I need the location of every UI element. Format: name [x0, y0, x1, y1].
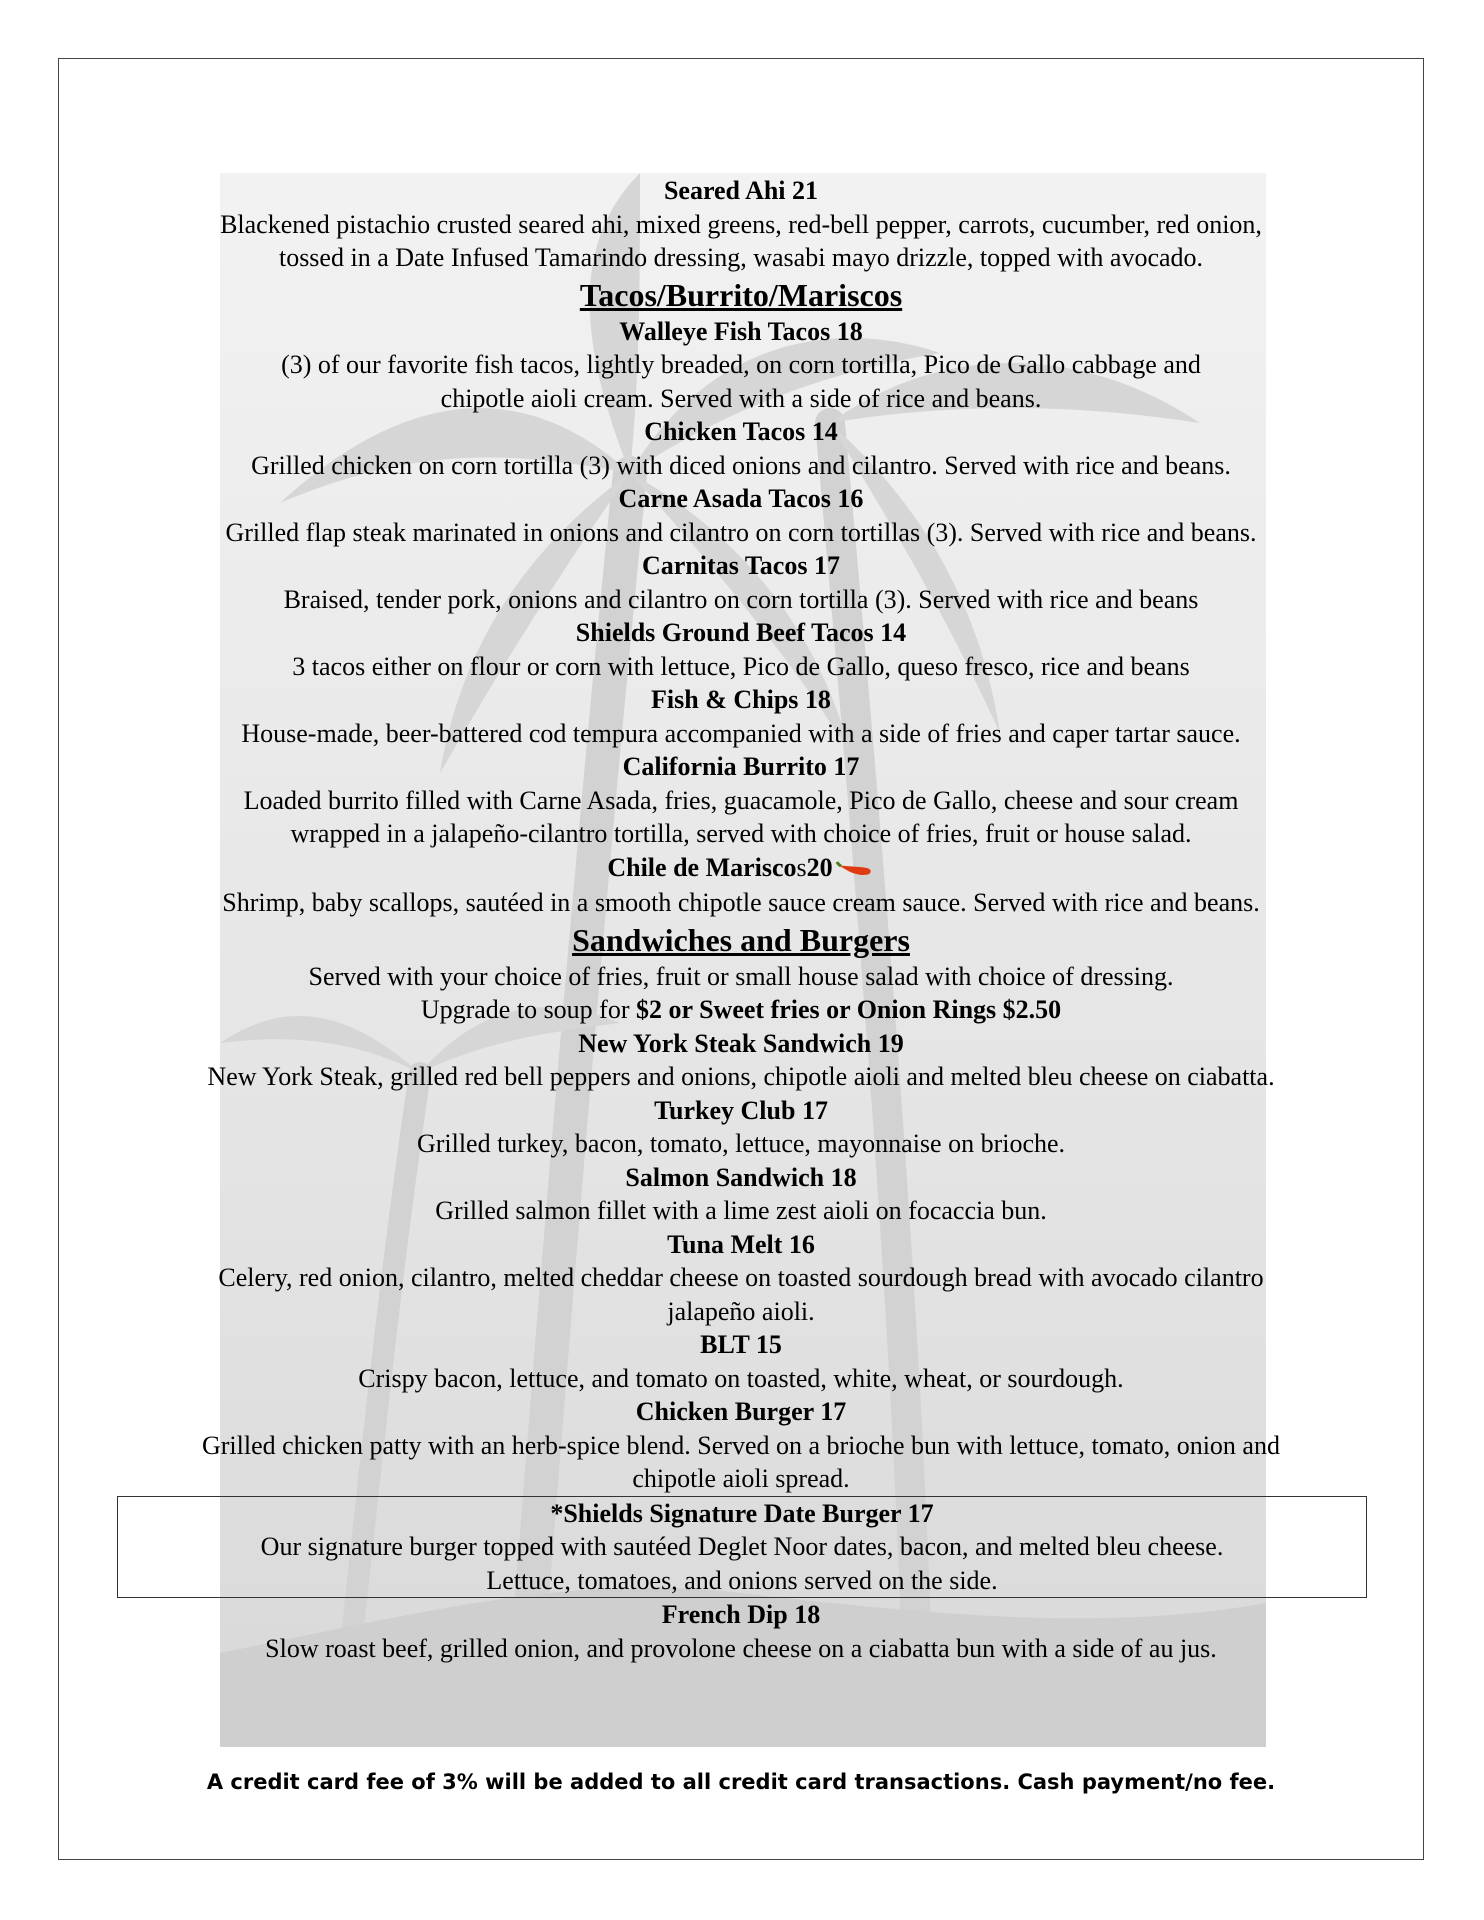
item-desc-carne-asada: Grilled flap steak marinated in onions and cilantro on corn tortillas (3). Served with rice and beans.	[225, 517, 1257, 547]
item-desc-seared-ahi: Blackened pistachio crusted seared ahi, mixed greens, red-bell pepper, carrots, cucumber, red onion,	[220, 209, 1262, 239]
credit-card-fee-notice: A credit card fee of 3% will be added to all credit card transactions. Cash payment/no fee.	[206, 1770, 1276, 1794]
item-title-chicken-tacos: Chicken Tacos 14	[644, 417, 838, 446]
item-desc-tuna-melt: Celery, red onion, cilantro, melted cheddar cheese on toasted sourdough bread with avocado cilantro	[218, 1263, 1264, 1293]
item-title-turkey-club: Turkey Club 17	[654, 1095, 828, 1125]
item-desc-tuna-melt-2: jalapeño aioli.	[667, 1296, 815, 1326]
item-desc-fish-chips: House-made, beer-battered cod tempura accompanied with a side of fries and caper tartar sauce.	[241, 718, 1241, 748]
item-desc-carnitas: Braised, tender pork, onions and cilantro on corn tortilla (3). Served with rice and beans	[283, 584, 1199, 614]
chili-pepper-icon	[835, 853, 875, 887]
chile-title-part-c: 20	[806, 852, 833, 882]
item-desc-salmon: Grilled salmon fillet with a lime zest aioli on focaccia bun.	[435, 1196, 1047, 1226]
chile-title-part-a: Chile de Marisco	[607, 852, 797, 882]
item-title-salmon: Salmon Sandwich 18	[625, 1162, 857, 1192]
sandwich-upgrade-note	[58, 993, 1424, 1027]
item-desc-turkey-club: Grilled turkey, bacon, tomato, lettuce, mayonnaise on brioche.	[416, 1129, 1066, 1159]
item-title-california-burrito: California Burrito 17	[622, 752, 860, 781]
menu-content	[58, 174, 1424, 1665]
item-desc-walleye: (3) of our favorite fish tacos, lightly breaded, on corn tortilla, Pico de Gallo cabbage and	[281, 350, 1201, 379]
item-desc-walleye-2: chipotle aioli cream. Served with a side of rice and beans.	[440, 383, 1042, 413]
item-title-date-burger: *Shields Signature Date Burger 17	[550, 1498, 934, 1528]
item-title-ny-steak: New York Steak Sandwich 19	[578, 1028, 904, 1058]
signature-burger-box	[117, 1496, 1367, 1599]
sandwich-note: Served with your choice of fries, fruit or small house salad with choice of dressing.	[308, 961, 1174, 991]
item-desc-california-burrito: Loaded burrito filled with Carne Asada, fries, guacamole, Pico de Gallo, cheese and sour cream	[243, 785, 1239, 815]
item-title-carnitas: Carnitas Tacos 17	[642, 551, 840, 580]
item-title-carne-asada: Carne Asada Tacos 16	[618, 484, 864, 513]
item-title-walleye: Walleye Fish Tacos 18	[619, 316, 863, 346]
item-title-ground-beef: Shields Ground Beef Tacos 14	[575, 618, 907, 647]
item-title-french-dip: French Dip 18	[661, 1600, 821, 1630]
item-desc-french-dip: Slow roast beef, grilled onion, and provolone cheese on a ciabatta bun with a side of au jus.	[265, 1633, 1217, 1663]
item-title-blt: BLT 15	[700, 1330, 782, 1360]
item-desc-date-burger-2: Lettuce, tomatoes, and onions served on the side.	[486, 1565, 998, 1595]
item-title-tuna-melt: Tuna Melt 16	[667, 1229, 815, 1259]
item-desc-chicken-tacos: Grilled chicken on corn tortilla (3) with diced onions and cilantro. Served with rice and beans.	[251, 450, 1231, 480]
item-desc-ground-beef: 3 tacos either on flour or corn with lettuce, Pico de Gallo, queso fresco, rice and beans	[292, 651, 1190, 681]
item-title-fish-chips: Fish & Chips 18	[651, 685, 831, 714]
item-desc-ny-steak: New York Steak, grilled red bell peppers and onions, chipotle aioli and melted bleu cheese on ciabatta.	[207, 1062, 1275, 1092]
upgrade-note-plain: Upgrade to soup for	[420, 995, 637, 1025]
section-heading-tacos: Tacos/Burrito/Mariscos	[579, 276, 903, 313]
item-title-chile-mariscos	[58, 851, 1424, 887]
item-title-seared-ahi: Seared Ahi 21	[663, 176, 819, 205]
item-desc-chile-mariscos: Shrimp, baby scallops, sautéed in a smooth chipotle sauce cream sauce. Served with rice and beans.	[222, 888, 1260, 918]
item-desc-date-burger: Our signature burger topped with sautéed Deglet Noor dates, bacon, and melted bleu cheese.	[260, 1532, 1224, 1562]
section-heading-sandwiches: Sandwiches and Burgers	[572, 921, 910, 958]
upgrade-note-bold: $2 or Sweet fries or Onion Rings $2.50	[636, 995, 1062, 1025]
item-desc-chicken-burger: Grilled chicken patty with an herb-spice blend. Served on a brioche bun with lettuce, tomato, onion and	[202, 1430, 1280, 1460]
item-desc-california-burrito-2: wrapped in a jalapeño-cilantro tortilla, served with choice of fries, fruit or house salad.	[290, 819, 1192, 848]
item-title-chicken-burger: Chicken Burger 17	[635, 1397, 847, 1427]
item-desc-chicken-burger-2: chipotle aioli spread.	[632, 1464, 850, 1494]
chile-title-part-b: s	[796, 852, 807, 882]
item-desc-blt: Crispy bacon, lettuce, and tomato on toasted, white, wheat, or sourdough.	[358, 1363, 1124, 1393]
item-desc-seared-ahi-2: tossed in a Date Infused Tamarindo dressing, wasabi mayo drizzle, topped with avocado.	[278, 243, 1204, 272]
